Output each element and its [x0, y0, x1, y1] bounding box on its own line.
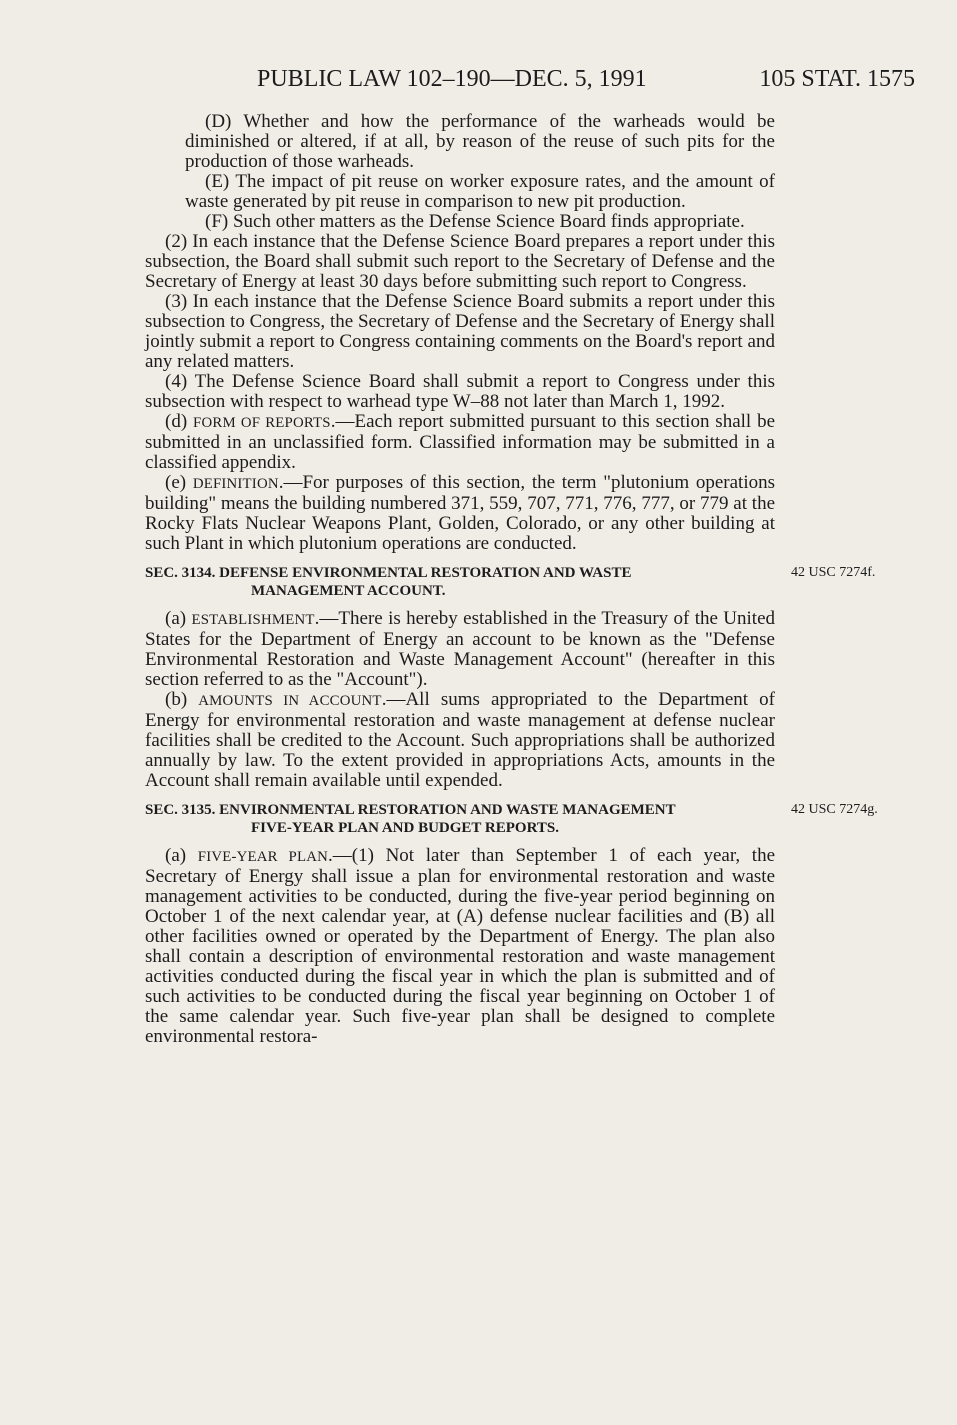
section-title-line-1: SEC. 3135. ENVIRONMENTAL RESTORATION AND WASTE MANAGEMENT — [145, 802, 676, 818]
paragraph-2: (2) In each instance that the Defense Science Board prepares a report under this subsection, the Board shall submit such report to the Secretary of Defense and the Secretary of Energy at least 30 days before submitting such report to Congress. — [145, 231, 775, 292]
section-title-line-2: FIVE-YEAR PLAN AND BUDGET REPORTS. — [251, 820, 559, 836]
paragraph-4: (4) The Defense Science Board shall submit a report to Congress under this subsection with respect to warhead type W–88 not later than March 1, 1992. — [145, 371, 775, 412]
subsection-heading: FORM OF REPORTS — [193, 415, 331, 431]
stat-page-number: 105 STAT. 1575 — [759, 66, 915, 92]
law-citation: PUBLIC LAW 102–190—DEC. 5, 1991 — [257, 66, 647, 92]
margin-citation: 42 USC 7274g. — [791, 802, 878, 817]
subsection-heading: ESTABLISHMENT — [191, 612, 315, 628]
margin-citation: 42 USC 7274f. — [791, 565, 876, 580]
subsection-heading: FIVE-YEAR PLAN — [197, 849, 329, 865]
statute-body — [145, 111, 878, 1047]
subsection-e-definition: (e) DEFINITION.—For purposes of this section, the term "plutonium operations building" means the building numbered 371, 559, 707, 771, 776, 777, or 779 at the Rocky Flats Nuclear Weapons Plant, Golden, Colorado, or any other building at such Plant in which plutonium operations are conducted. — [145, 472, 775, 554]
section-title-line-1: SEC. 3134. DEFENSE ENVIRONMENTAL RESTORATION AND WASTE — [145, 565, 632, 581]
subsection-d-form-of-reports: (d) FORM OF REPORTS.—Each report submitted pursuant to this section shall be submitted in an unclassified form. Classified information may be submitted in a classified appendix. — [145, 411, 775, 473]
running-header — [145, 62, 915, 96]
section-3135-heading — [145, 801, 878, 837]
subparagraph-e: (E) The impact of pit reuse on worker exposure rates, and the amount of waste generated by pit reuse in comparison to new pit production. — [185, 171, 775, 212]
subsection-heading: DEFINITION — [192, 476, 279, 492]
subparagraph-f: (F) Such other matters as the Defense Science Board finds appropriate. — [205, 211, 745, 232]
subsection-a-establishment: (a) ESTABLISHMENT.—There is hereby established in the Treasury of the United States for the Department of Energy an account to be known as the "Defense Environmental Restoration and Waste Management Account" (hereafter in this section referred to as the "Account"). — [145, 608, 775, 690]
subsection-heading: AMOUNTS IN ACCOUNT — [198, 693, 382, 709]
section-3134-heading — [145, 564, 876, 600]
subsection-a-five-year-plan: (a) FIVE-YEAR PLAN.—(1) Not later than September 1 of each year, the Secretary of Energy shall issue a plan for environmental restoration and waste management activities to be conducted, during the five-year period beginning on October 1 of the next calendar year, at (A) defense nuclear facilities and (B) all other facilities owned or operated by the Department of Energy. The plan also shall contain a description of environmental restoration and waste management activities conducted during the fiscal year in which the plan is submitted and of such activities to be conducted during the fiscal year beginning on October 1 of the same calendar year. Such five-year plan shall be designed to complete environmental restora- — [145, 845, 776, 1047]
subsection-b-amounts: (b) AMOUNTS IN ACCOUNT.—All sums appropriated to the Department of Energy for environmental restoration and waste management at defense nuclear facilities shall be credited to the Account. Such appropriations shall be authorized annually by law. To the extent provided in appropriations Acts, amounts in the Account shall remain available until expended. — [145, 689, 776, 791]
subparagraph-d: (D) Whether and how the performance of the warheads would be diminished or altered, if at all, by reason of the reuse of such pits for the production of those warheads. — [185, 111, 775, 172]
paragraph-3: (3) In each instance that the Defense Science Board submits a report under this subsection to Congress, the Secretary of Defense and the Secretary of Energy shall jointly submit a report to Congress containing comments on the Board's report and any related matters. — [145, 291, 775, 372]
section-title-line-2: MANAGEMENT ACCOUNT. — [251, 583, 446, 599]
